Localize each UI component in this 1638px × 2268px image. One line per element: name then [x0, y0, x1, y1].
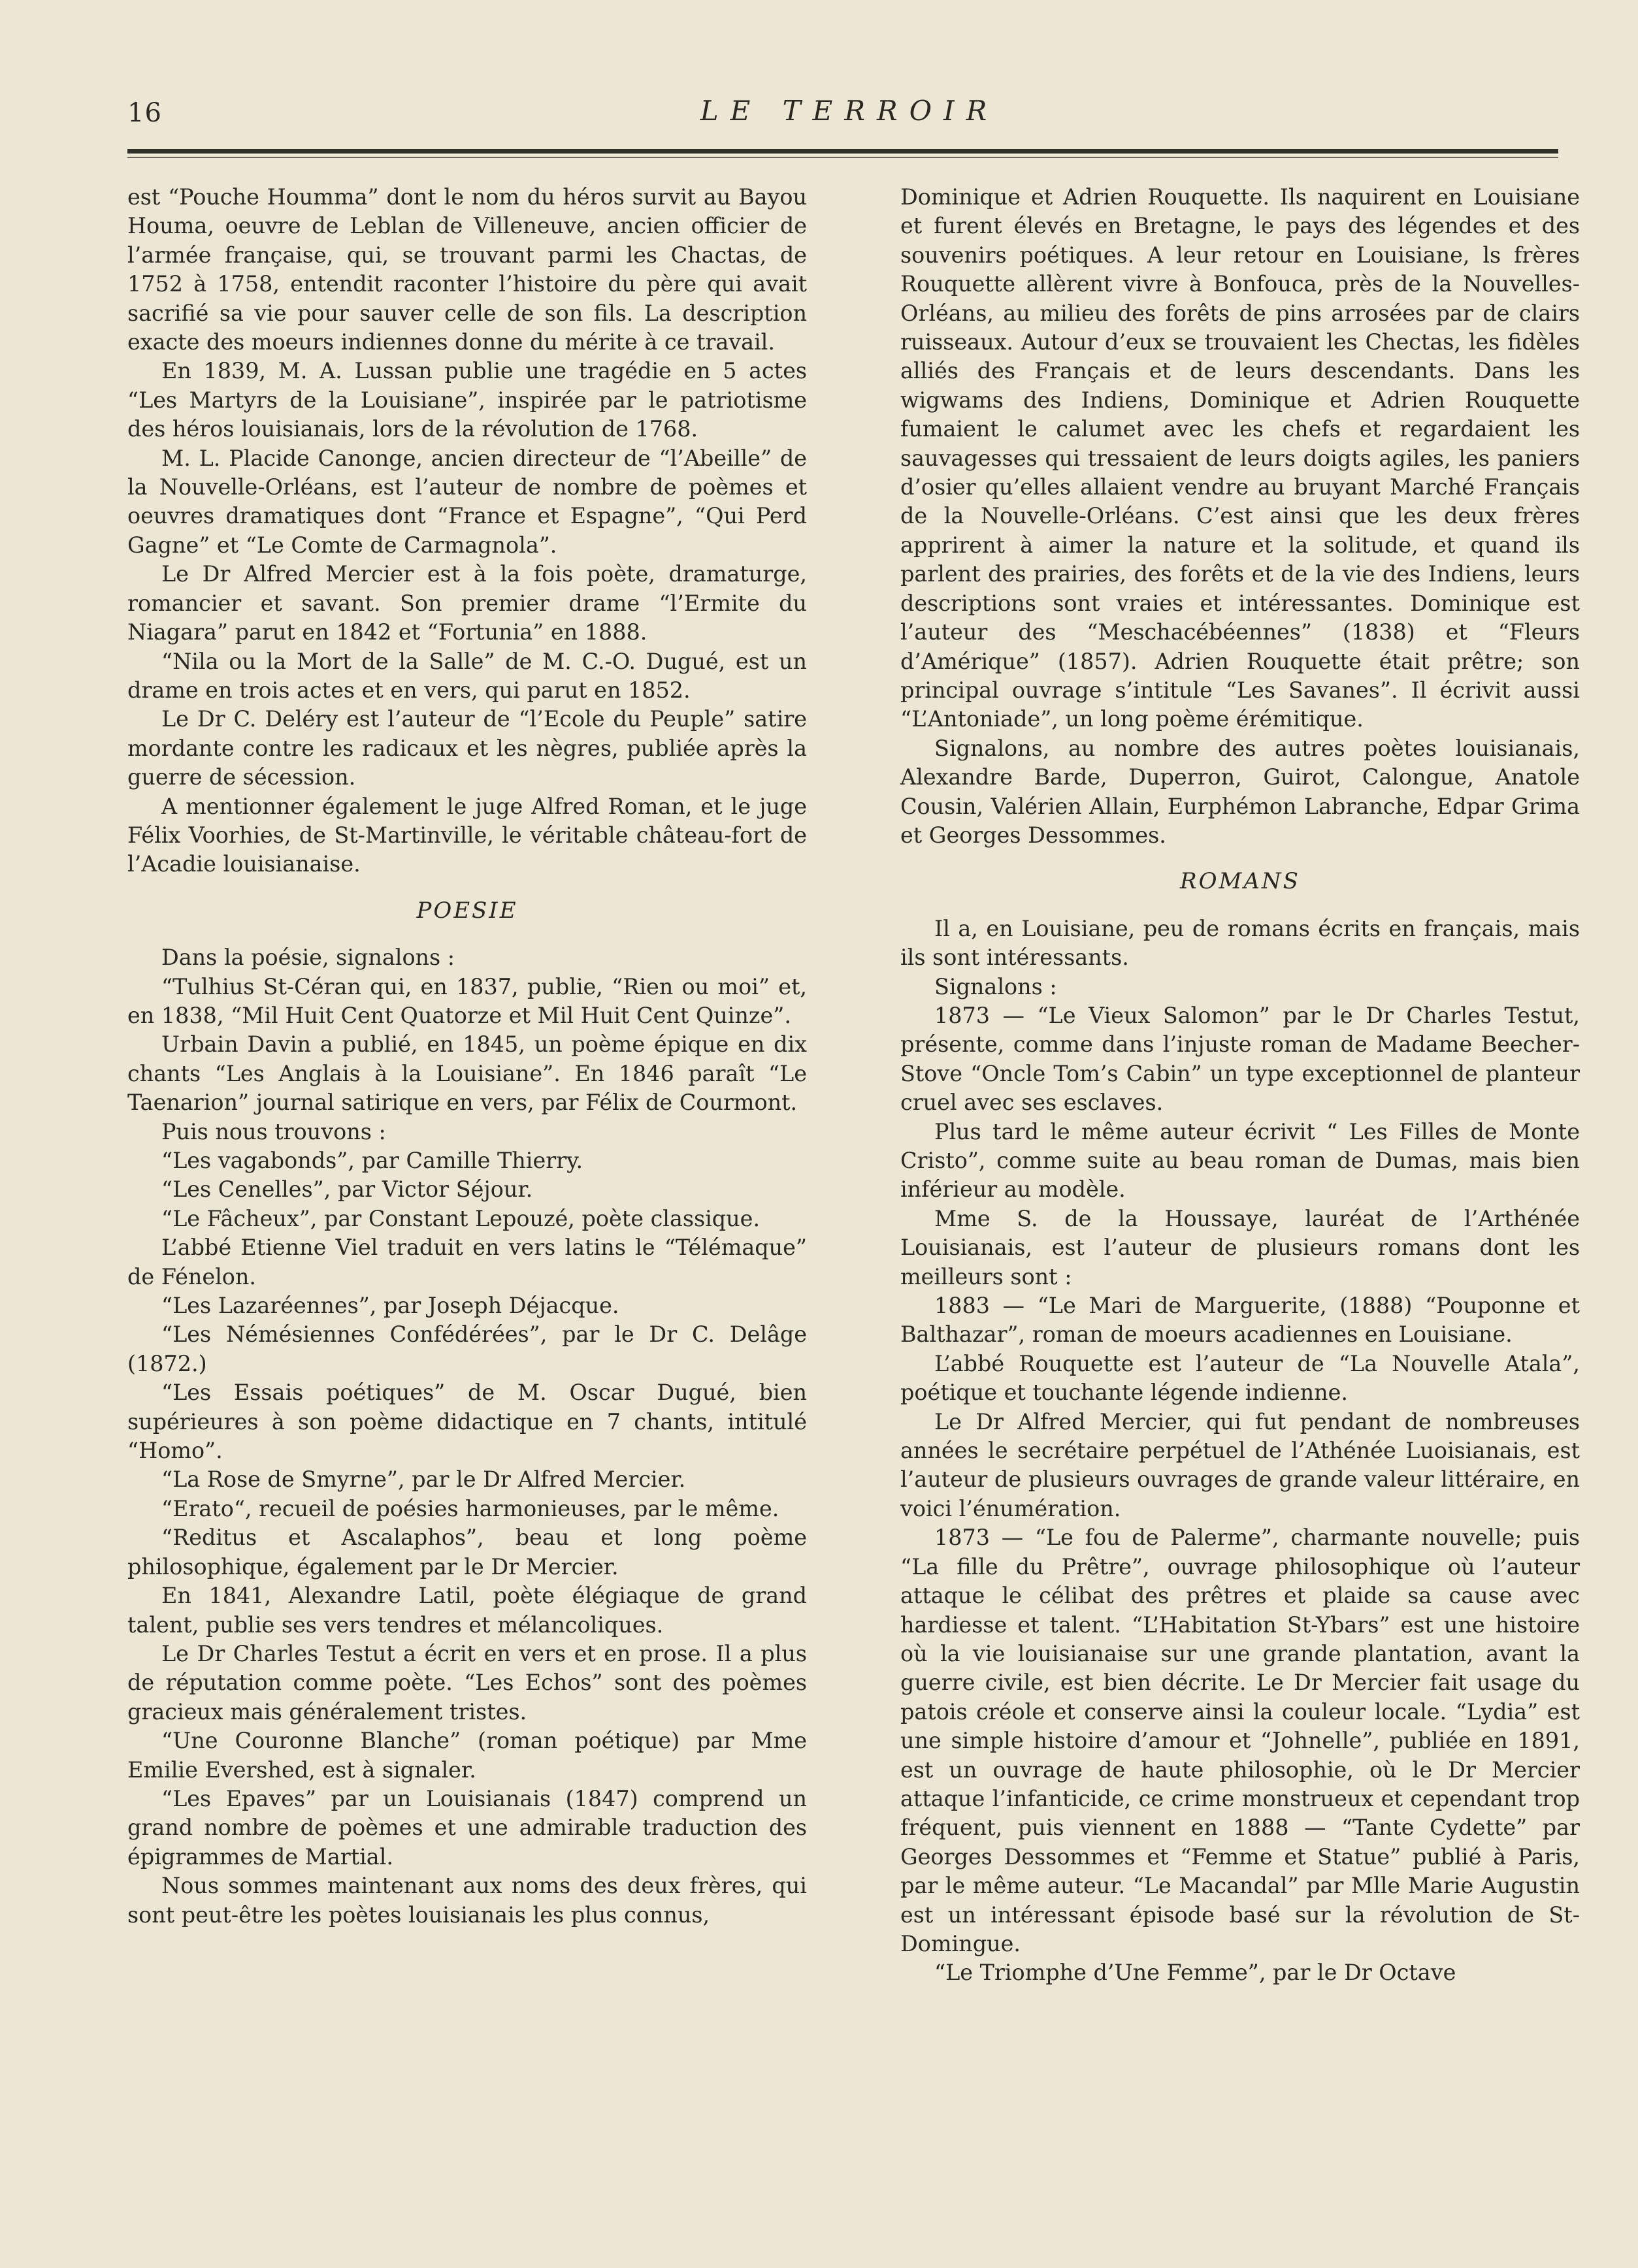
paragraph: 1883 — “Le Mari de Marguerite, (1888) “Pouponne et Balthazar”, roman de moeurs acadiennes en Louisiane.	[900, 1293, 1580, 1348]
paragraph: “Les Lazaréennes”, par Joseph Déjacque.	[161, 1293, 619, 1319]
left-column	[127, 183, 807, 1930]
paragraph: L’abbé Rouquette est l’auteur de “La Nouvelle Atala”, poétique et touchante légende indienne.	[900, 1350, 1580, 1406]
paragraph: En 1839, M. A. Lussan publie une tragédie en 5 actes “Les Martyrs de la Louisiane”, inspirée par le patriotisme des héros louisianais, lors de la révolution de 1768.	[127, 358, 807, 442]
paragraph: “Les vagabonds”, par Camille Thierry.	[161, 1148, 583, 1173]
paragraph: “Les Némésiennes Confédérées”, par le Dr C. Delâge (1872.)	[127, 1321, 807, 1376]
paragraph: “La Rose de Smyrne”, par le Dr Alfred Mercier.	[161, 1466, 686, 1493]
section-heading-poesie: POESIE	[416, 897, 518, 924]
paragraph: Mme S. de la Houssaye, lauréat de l’Arthénée Louisianais, est l’auteur de plusieurs romans dont les meilleurs sont :	[900, 1205, 1580, 1289]
paragraph: Le Dr Alfred Mercier est à la fois poète, dramaturge, romancier et savant. Son premier drame “l’Ermite du Niagara” parut en 1842 et “Fortunia” en 1888.	[127, 561, 807, 645]
paragraph: est “Pouche Houmma” dont le nom du héros survit au Bayou Houma, oeuvre de Leblan de Villeneuve, ancien officier de l’armée française, qui, se trouvant parmi les Chactas, de 1752 à 1758, entendit raconter l’histoire du père qui avait sacrifié sa vie pour sauver celle de son fils. La description exacte des moeurs indiennes donne du mérite à ce travail.	[127, 184, 807, 355]
paragraph: “Reditus et Ascalaphos”, beau et long poème philosophique, également par le Dr Mercier.	[127, 1525, 807, 1580]
paragraph: “Tulhius St-Céran qui, en 1837, publie, “Rien ou moi” et, en 1838, “Mil Huit Cent Quatorze et Mil Huit Cent Quinze”.	[127, 973, 807, 1028]
paragraph: “Nila ou la Mort de la Salle” de M. C.-O. Dugué, est un drame en trois actes et en vers, qui parut en 1852.	[127, 648, 807, 703]
paragraph: Puis nous trouvons :	[161, 1118, 386, 1144]
section-heading-romans: ROMANS	[1180, 868, 1300, 895]
paragraph: Il a, en Louisiane, peu de romans écrits en français, mais ils sont intéressants.	[900, 915, 1580, 971]
paragraph: “Une Couronne Blanche” (roman poétique) par Mme Emilie Evershed, est à signaler.	[127, 1728, 807, 1783]
paragraph: “Les Essais poétiques” de M. Oscar Dugué, bien supérieures à son poème didactique en 7 chants, intitulé “Homo”.	[127, 1380, 807, 1464]
paragraph: “Erato“, recueil de poésies harmonieuses, par le même.	[161, 1495, 779, 1521]
paragraph: Le Dr Alfred Mercier, qui fut pendant de nombreuses années le secrétaire perpétuel de l’Athénée Luoisianais, est l’auteur de plusieurs ouvrages de grande valeur littéraire, en voici l’énumération.	[900, 1408, 1580, 1521]
paragraph: “Les Cenelles”, par Victor Séjour.	[161, 1176, 533, 1203]
right-column	[900, 183, 1580, 1988]
paragraph: Urbain Davin a publié, en 1845, un poème épique en dix chants “Les Anglais à la Louisiane”. En 1846 paraît “Le Taenarion” journal satirique en vers, par Félix de Courmont.	[127, 1031, 807, 1116]
paragraph: Dominique et Adrien Rouquette. Ils naquirent en Louisiane et furent élevés en Bretagne, le pays des légendes et des souvenirs poétiques. A leur retour en Louisiane, ls frères Rouquette allèrent vivre à Bonfouca, près de la Nouvelles-Orléans, au milieu des forêts de pins arrosées par de clairs ruisseaux. Autour d’eux se trouvaient les Chectas, les fidèles alliés des Français et de leurs descendants. Dans les wigwams des Indiens, Dominique et Adrien Rouquette fumaient le calumet avec les chefs et regardaient les sauvagesses qui tressaient de leurs doigts agiles, les paniers d’osier qu’elles allaient vendre au bruyant Marché Français de la Nouvelle-Orléans. C’est ainsi que les deux frères apprirent à aimer la nature et la solitude, et quand ils parlent des prairies, des forêts et de la vie des Indiens, leurs descriptions sont vraies et intéressantes. Dominique est l’auteur des “Meschacébéennes” (1838) et “Fleurs d’Amérique” (1857). Adrien Rouquette était prêtre; son principal ouvrage s’intitule “Les Savanes”. Il écrivit aussi “L’Antoniade”, un long poème érémitique.	[900, 184, 1580, 732]
paragraph: “Le Fâcheux”, par Constant Lepouzé, poète classique.	[161, 1205, 761, 1231]
paragraph: M. L. Placide Canonge, ancien directeur de “l’Abeille” de la Nouvelle-Orléans, est l’auteur de nombre de poèmes et oeuvres dramatiques dont “France et Espagne”, “Qui Perd Gagne” et “Le Comte de Carmagnola”.	[127, 445, 807, 558]
header-rule-thin	[127, 157, 1558, 158]
paragraph: 1873 — “Le fou de Palerme”, charmante nouvelle; puis “La fille du Prêtre”, ouvrage philosophique où l’auteur attaque le célibat des prêtres et plaide sa cause avec hardiesse et talent. “L’Habitation St-Ybars” est une histoire où la vie louisianaise sur une grande plantation, avant la guerre civile, est bien décrite. Le Dr Mercier fait usage du patois créole et conserve ainsi la couleur locale. “Lydia” est une simple histoire d’amour et “Johnelle”, publiée en 1891, est un ouvrage de haute philosophie, où le Dr Mercier attaque l’infanticide, ce crime monstrueux et cependant trop fréquent, puis viennent en 1888 — “Tante Cydette” par Georges Dessommes et “Femme et Statue” publié à Paris, par le même auteur. “Le Macandal” par Mlle Marie Augustin est un intéressant épisode basé sur la révolution de St-Domingue.	[900, 1525, 1580, 1956]
paragraph: 1873 — “Le Vieux Salomon” par le Dr Charles Testut, présente, comme dans l’injuste roman de Madame Beecher-Stove “Oncle Tom’s Cabin” un type exceptionnel de planteur cruel avec ses esclaves.	[900, 1002, 1580, 1116]
page-number: 16	[127, 98, 162, 128]
paragraph: Le Dr C. Deléry est l’auteur de “l’Ecole du Peuple” satire mordante contre les radicaux et les nègres, publiée après la guerre de sécession.	[127, 706, 807, 790]
paragraph: Nous sommes maintenant aux noms des deux frères, qui sont peut-être les poètes louisianais les plus connus,	[127, 1873, 807, 1928]
paragraph: Dans la poésie, signalons :	[161, 945, 455, 971]
paragraph: Signalons :	[934, 973, 1057, 999]
running-title: LE TERROIR	[700, 95, 999, 127]
paragraph: A mentionner également le juge Alfred Roman, et le juge Félix Voorhies, de St-Martinville, le véritable château-fort de l’Acadie louisianaise.	[127, 793, 807, 877]
header-rule	[127, 149, 1558, 154]
paragraph: Plus tard le même auteur écrivit “ Les Filles de Monte Cristo”, comme suite au beau roman de Dumas, mais bien inférieur au modèle.	[900, 1118, 1580, 1203]
paragraph: “Le Triomphe d’Une Femme”, par le Dr Octave	[934, 1960, 1456, 1986]
paragraph: Le Dr Charles Testut a écrit en vers et en prose. Il a plus de réputation comme poète. “Les Echos” sont des poèmes gracieux mais généralement tristes.	[127, 1640, 807, 1725]
paragraph: “Les Epaves” par un Louisianais (1847) comprend un grand nombre de poèmes et une admirable traduction des épigrammes de Martial.	[127, 1785, 807, 1870]
paragraph: L’abbé Etienne Viel traduit en vers latins le “Télémaque” de Fénelon.	[127, 1235, 807, 1289]
paragraph: En 1841, Alexandre Latil, poète élégiaque de grand talent, publie ses vers tendres et mélancoliques.	[127, 1583, 807, 1638]
paragraph: Signalons, au nombre des autres poètes louisianais, Alexandre Barde, Duperron, Guirot, Calongue, Anatole Cousin, Valérien Allain, Eurphémon Labranche, Edpar Grima et Georges Dessommes.	[900, 735, 1580, 848]
